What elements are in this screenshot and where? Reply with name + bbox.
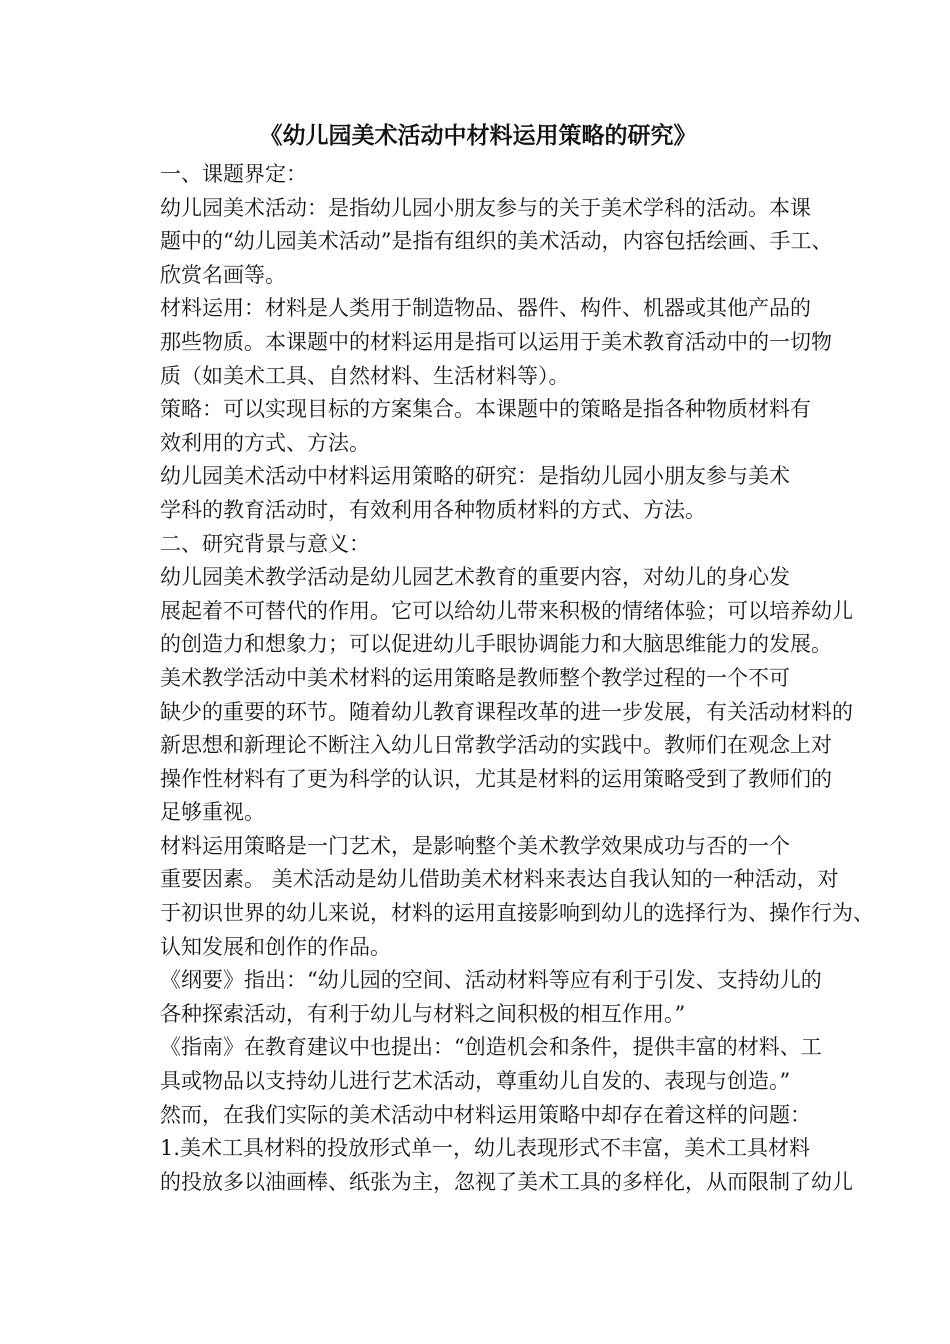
text-line: 效利用的方式、方法。	[160, 430, 370, 455]
text-line: 《纲要》指出：“幼儿园的空间、活动材料等应有利于引发、支持幼儿的	[160, 968, 822, 993]
text-line: 欣赏名画等。	[160, 262, 286, 287]
text-line: 一、课题界定：	[160, 162, 307, 186]
text-line: 学科的教育活动时，有效利用各种物质材料的方式、方法。	[160, 497, 706, 522]
paragraph-strategy-definition	[118, 393, 840, 460]
text-line: 策略：可以实现目标的方案集合。本课题中的策略是指各种物质材料有	[160, 397, 811, 422]
text-line: 材料运用策略是一门艺术，是影响整个美术教学效果成功与否的一个	[160, 833, 790, 858]
text-line: 幼儿园美术教学活动是幼儿园艺术教育的重要内容，对幼儿的身心发	[160, 565, 790, 590]
paragraph-art-activity-definition	[118, 192, 840, 293]
paragraph-outline-quote	[118, 964, 840, 1031]
paragraph-problem-1	[118, 1132, 853, 1199]
paragraph-guide-quote	[118, 1031, 840, 1098]
text-line: 于初识世界的幼儿来说，材料的运用直接影响到幼儿的选择行为、操作行为、	[160, 901, 874, 926]
text-line: 质（如美术工具、自然材料、生活材料等）。	[160, 363, 570, 388]
text-line: 缺少的重要的环节。随着幼儿教育课程改革的进一步发展，有关活动材料的	[160, 699, 853, 724]
text-line: 美术教学活动中美术材料的运用策略是教师整个教学过程的一个不可	[160, 665, 790, 690]
document-title: 《幼儿园美术活动中材料运用策略的研究》	[259, 123, 697, 149]
text-line: 展起着不可替代的作用。它可以给幼儿带来积极的情绪体验；可以培养幼儿	[160, 598, 853, 623]
paragraph-problems-intro	[118, 1099, 840, 1133]
text-line: 幼儿园美术活动中材料运用策略的研究：是指幼儿园小朋友参与美术	[160, 464, 790, 489]
paragraph-background-importance	[118, 561, 853, 662]
text-line: 题中的“幼儿园美术活动”是指有组织的美术活动，内容包括绘画、手工、	[160, 229, 833, 254]
text-line: 幼儿园美术活动：是指幼儿园小朋友参与的关于美术学科的活动。本课	[160, 195, 811, 220]
paragraph-material-definition	[118, 292, 840, 393]
text-line: 具或物品以支持幼儿进行艺术活动，尊重幼儿自发的、表现与创造。”	[160, 1069, 791, 1094]
text-line: 足够重视。	[160, 800, 265, 825]
text-line: 然而，在我们实际的美术活动中材料运用策略中却存在着这样的问题：	[160, 1102, 811, 1127]
text-line: 二、研究背景与意义：	[160, 531, 370, 556]
text-line: 《指南》在教育建议中也提出：“创造机会和条件，提供丰富的材料、工	[160, 1035, 822, 1060]
text-line: 认知发展和创作的作品。	[160, 934, 391, 959]
text-line: 操作性材料有了更为科学的认识，尤其是材料的运用策略受到了教师们的	[160, 766, 832, 791]
text-line: 那些物质。本课题中的材料运用是指可以运用于美术教育活动中的一切物	[160, 329, 832, 354]
paragraph-material-strategy-role	[118, 662, 853, 830]
section-heading-background	[118, 528, 840, 562]
text-line: 的创造力和想象力；可以促进幼儿手眼协调能力和大脑思维能力的发展。	[160, 632, 832, 657]
text-line: 重要因素。 美术活动是幼儿借助美术材料来表达自我认知的一种活动，对	[160, 867, 839, 892]
paragraph-research-definition	[118, 460, 840, 527]
text-line: 材料运用：材料是人类用于制造物品、器件、构件、机器或其他产品的	[160, 296, 811, 321]
text-line: 的投放多以油画棒、纸张为主，忽视了美术工具的多样化，从而限制了幼儿	[160, 1169, 853, 1194]
section-heading-definition	[118, 158, 840, 192]
paragraph-strategy-as-art	[118, 830, 874, 964]
document-body	[118, 158, 874, 1199]
text-line: 各种探索活动，有利于幼儿与材料之间积极的相互作用。”	[160, 1001, 686, 1026]
text-line: 1.美术工具材料的投放形式单一，幼儿表现形式不丰富，美术工具材料	[160, 1136, 811, 1161]
text-line: 新思想和新理论不断注入幼儿日常教学活动的实践中。教师们在观念上对	[160, 733, 832, 758]
